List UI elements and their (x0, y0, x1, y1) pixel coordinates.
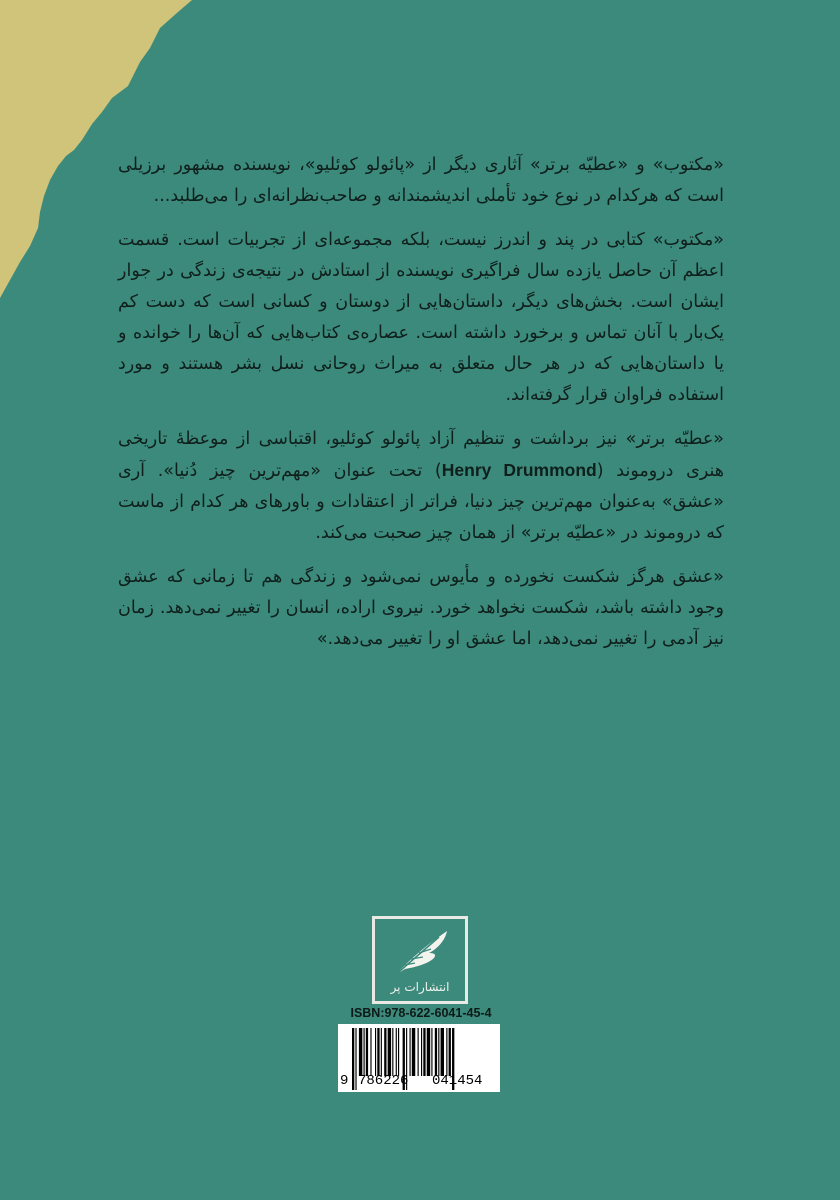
author-latin-name: Henry Drummond (441, 460, 597, 480)
barcode-bar (388, 1028, 391, 1076)
barcode-digit-lead: 9 (340, 1073, 349, 1089)
description-text (118, 150, 724, 668)
paragraph-supreme-gift (118, 424, 724, 549)
barcode-bar (384, 1028, 386, 1076)
barcode-bar (449, 1028, 451, 1076)
barcode-digits-group2: 041454 (432, 1073, 483, 1089)
barcode-bar (423, 1028, 425, 1076)
isbn-label: ISBN:978-622-6041-45-4 (350, 1006, 492, 1020)
barcode-digits (338, 1073, 500, 1091)
paragraph-supreme-gift-after: ) تحت عنوان «مهم‌ترین چیز دُنیا». آری «عشق» به‌عنوان مهم‌ترین چیز دنیا، فراتر از اعتقادات و باورهای هر کدام از ماست که دروموند در «عطیّه برتر» از همان چیز صحبت می‌کند. (118, 461, 724, 543)
barcode-bar (431, 1028, 432, 1076)
barcode-bar (435, 1028, 437, 1076)
barcode-bar (418, 1028, 419, 1076)
barcode-bar (375, 1028, 376, 1076)
paragraph-intro: «مکتوب» و «عطیّه برتر» آثاری دیگر از «پائولو کوئلیو»، نویسنده مشهور برزیلی است که هرکدام در نوع خود تأملی اندیشمندانه و صاحب‌نظرانه‌ای را می‌طلبد... (118, 155, 724, 206)
barcode-bar (377, 1028, 379, 1076)
barcode-bar (381, 1028, 382, 1076)
barcode-bar (370, 1028, 371, 1076)
barcode-bar (446, 1028, 447, 1076)
barcode-bar (427, 1028, 430, 1076)
paragraph-quote: «عشق هرگز شکست نخورده و مأیوس نمی‌شود و زندگی هم تا زمانی که عشق وجود داشته باشد، شکست نخواهد خورد. نیروی اراده، انسان را تغییر نمی‌دهد. زمان نیز آدمی را تغییر نمی‌دهد، اما عشق او را تغییر می‌دهد.» (118, 567, 724, 649)
barcode-bar (392, 1028, 393, 1076)
barcode-bar (412, 1028, 415, 1076)
barcode-bar (421, 1028, 422, 1076)
publisher-name: انتشارات پر (390, 980, 450, 994)
barcode-bar (398, 1028, 399, 1076)
barcode-digits-group1: 786226 (358, 1073, 409, 1089)
barcode-bar (364, 1028, 365, 1076)
barcode-bar (396, 1028, 397, 1076)
feather-icon (375, 919, 465, 983)
paragraph-supreme-gift-before: «عطیّه برتر» نیز برداشت و تنظیم آزاد پائولو کوئلیو، اقتباسی از موعظهٔ تاریخی هنری دروموند ( (118, 429, 725, 481)
barcode-bar (410, 1028, 411, 1076)
barcode-bar (441, 1028, 444, 1076)
barcode-bar (359, 1028, 362, 1076)
paragraph-maktub: «مکتوب» کتابی در پند و اندرز نیست، بلکه مجموعه‌ای از تجربیات است. قسمت اعظم آن حاصل یازده سال فراگیری نویسنده از استادش در نتیجه‌ی زندگی در جوار ایشان است. بخش‌های دیگر، داستان‌هایی از دوستان و کسانی است که دست کم یک‌بار با آنان تماس و برخورد داشته است. عصاره‌ی کتاب‌هایی که آن‌ها را خوانده و یا داستان‌هایی که در هر حال متعلق به میراث روحانی نسل بشر هستند و مورد استفاده فراوان قرار گرفته‌اند. (118, 230, 724, 405)
barcode-bar (366, 1028, 368, 1076)
barcode-bar (438, 1028, 439, 1076)
